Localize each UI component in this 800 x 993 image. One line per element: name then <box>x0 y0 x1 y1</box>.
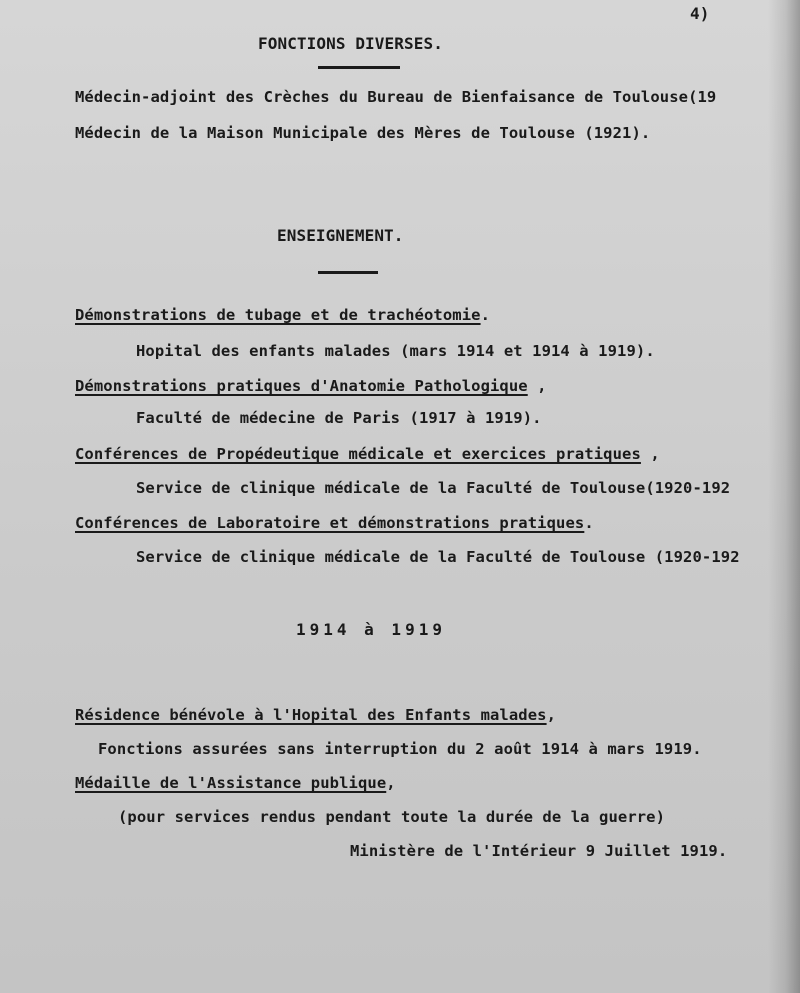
bleed-through <box>0 62 800 84</box>
enseignement-detail-3: Service de clinique médicale de la Faculté de Toulouse(1920-192 <box>136 479 731 497</box>
title-rule <box>318 271 378 274</box>
item-suffix: . <box>584 514 594 532</box>
item-heading: Démonstrations de tubage et de trachéotomie <box>75 306 481 324</box>
item-heading: Conférences de Laboratoire et démonstrations pratiques <box>75 514 585 532</box>
page-number: 4) <box>690 4 710 23</box>
fonction-line-2: Médecin de la Maison Municipale des Mères de Toulouse (1921). <box>75 124 651 142</box>
item-heading: Démonstrations pratiques d'Anatomie Pathologique <box>75 377 528 395</box>
section-title-fonctions: FONCTIONS DIVERSES. <box>258 34 443 53</box>
enseignement-item-2 <box>75 377 547 395</box>
residence-heading: Résidence bénévole à l'Hopital des Enfants malades <box>75 706 547 724</box>
item-suffix: . <box>480 306 491 324</box>
enseignement-detail-4: Service de clinique médicale de la Faculté de Toulouse (1920-192 <box>136 548 740 566</box>
medal-suffix: , <box>386 774 396 792</box>
enseignement-item-3 <box>75 445 660 463</box>
enseignement-item-1 <box>75 306 490 324</box>
section-title-enseignement: ENSEIGNEMENT. <box>277 226 404 245</box>
enseignement-item-4 <box>75 514 594 532</box>
page-fold-shadow <box>768 0 800 993</box>
enseignement-detail-1: Hopital des enfants malades (mars 1914 et 1914 à 1919). <box>136 342 655 360</box>
section-title-war: 1914 à 1919 <box>296 620 446 639</box>
item-suffix: , <box>527 377 547 395</box>
title-rule <box>318 66 400 69</box>
fonction-line-1: Médecin-adjoint des Crèches du Bureau de Bienfaisance de Toulouse(19 <box>75 88 717 106</box>
item-suffix: , <box>640 445 660 463</box>
residence-suffix: , <box>546 706 557 724</box>
medal-source: Ministère de l'Intérieur 9 Juillet 1919. <box>350 842 728 860</box>
medal-heading-line <box>75 774 396 792</box>
enseignement-detail-2: Faculté de médecine de Paris (1917 à 1919). <box>136 409 542 427</box>
residence-detail: Fonctions assurées sans interruption du 2 août 1914 à mars 1919. <box>98 740 702 758</box>
medal-heading: Médaille de l'Assistance publique <box>75 774 387 792</box>
residence-heading-line <box>75 706 556 724</box>
item-heading: Conférences de Propédeutique médicale et exercices pratiques <box>75 445 641 463</box>
medal-detail: (pour services rendus pendant toute la durée de la guerre) <box>118 808 666 826</box>
